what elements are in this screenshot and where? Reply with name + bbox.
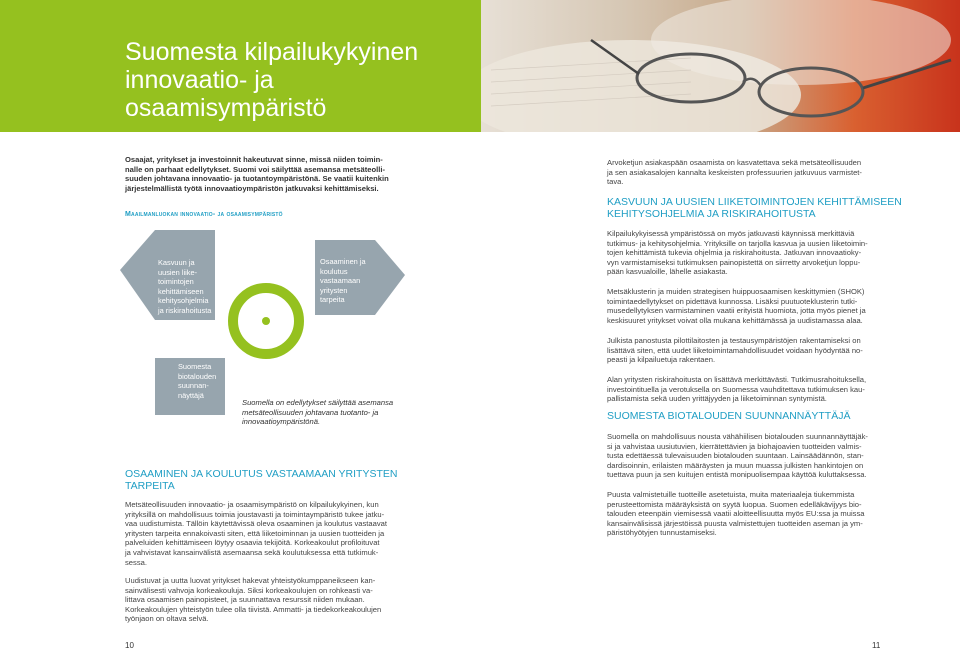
body-line: tusta edettäessä tulevaisuuden biotalouden suuntaan. Lainsäädännön, stan-: [607, 451, 864, 461]
body-line: tojen kehittämistä tukevia ohjelmia ja riskirahoitusta. Jatkuvan innovaatioky-: [607, 248, 862, 258]
body-line: Suomella on mahdollisuus nousta vähähiilisen biotalouden suunnannäyttäjäk-: [607, 432, 868, 441]
body-line: Uudistuvat ja uutta luovat yritykset hakevat yhteistyökumppaneikseen kan-: [125, 576, 376, 585]
body-line: sessa.: [125, 557, 147, 567]
arrow-line: uusien liike-: [158, 267, 198, 277]
body-line: työnjaon on oltava selvä.: [125, 614, 209, 624]
body-line: musedellytyksen varmistaminen vaatii erityistä huomiota, jotta myös pienet ja: [607, 306, 866, 316]
body-line: investointituella ja verotuksella on Suomessa vauhditettava tutkimuksen kau-: [607, 384, 865, 394]
body-line: tutkimus- ja kehitysohjelmia. Yrityksille on tarjolla kasvua ja uusien liiketoimin-: [607, 238, 868, 248]
left-intro: [125, 155, 405, 193]
body-line: perusteettomista määräyksistä on syytä luopua. Suomen edelläkävijyys bio-: [607, 499, 862, 509]
body-line: pään kasvualoille, lähelle asiakasta.: [607, 267, 728, 277]
intro-line: järjestelmällistä työtä innovaatioympäristön jatkuvaksi kehittämiseksi.: [125, 183, 379, 193]
body-line: keskisuuret yritykset voivat olla mukana kehittämässä ja uudistamassa alaa.: [607, 315, 863, 325]
hero-photo-book-glasses: [481, 0, 960, 132]
caption-line: metsäteollisuuden johtavana tuotanto- ja: [242, 407, 379, 417]
right-para-6: [607, 490, 897, 538]
body-line: sainvälisesti vahvoja korkeakouluja. Siksi korkeakoulujen on rohkeasti va-: [125, 585, 373, 595]
arrow-line: ja riskirahoitusta: [158, 305, 212, 315]
body-line: ja sen asiakasalojen kannalta keskeisten professuurien jatkuvuus varmistet-: [607, 167, 862, 177]
glasses-illustration: [481, 0, 960, 132]
body-line: tuettava puun ja sen kuitujen entistä monipuolisempaa käyttöä kuluttaksessa.: [607, 470, 867, 480]
section-heading-kasvuun: [607, 197, 907, 220]
body-line: talouden eteenpäin viemisessä vaatii aloitteellisuutta myös EU:ssa ja muissa: [607, 509, 865, 519]
body-line: Julkista panostusta pilottilaitosten ja testausympäristöjen rakentamiseksi on: [607, 336, 861, 345]
heading-line: OSAAMINEN JA KOULUTUS VASTAAMAAN YRITYSTEN: [125, 468, 398, 480]
body-line: Kilpailukykyisessä ympäristössä on myös jatkuvasti käynnissä merkittäviä: [607, 229, 855, 238]
body-line: Arvoketjun asiakaspään osaamista on kasvatettava sekä metsäteollisuuden: [607, 158, 862, 167]
right-para-2: [607, 287, 897, 325]
right-arrow-text: [320, 257, 366, 305]
title-line-2: innovaatio- ja osaamisympäristö: [125, 66, 327, 122]
intro-line: suuden johtavana innovaatio- ja tuotantoympäristönä. Se vaatii kuitenkin: [125, 174, 389, 184]
body-line: Alan yritysten riskirahoitusta on lisättävä merkittävästi. Tutkimusrahoituksella,: [607, 375, 867, 384]
body-line: tava.: [607, 177, 624, 187]
arrow-line: biotalouden: [178, 371, 217, 381]
body-line: yritysten tarpeita ennakoivasti siten, että liiketoiminnan ja uusien tuotteiden ja: [125, 528, 385, 538]
arrow-line: yritysten: [320, 285, 348, 295]
body-line: palveluiden kehittämiseen löytyy osaavia tekijöitä. Korkeakoulut profiloituvat: [125, 538, 380, 548]
title-line-1: Suomesta kilpailukykyinen: [125, 38, 419, 66]
arrow-line: vastaamaan: [320, 276, 361, 286]
arrow-line: kehittämiseen: [158, 286, 204, 296]
heading-line: KASVUUN JA UUSIEN LIIKETOIMINTOJEN KEHITTÄMISEEN: [607, 196, 902, 208]
heading-line: SUOMESTA BIOTALOUDEN SUUNNANNÄYTTÄJÄ: [607, 410, 851, 422]
body-line: päristöhyötyjen tunnustamiseksi.: [607, 528, 717, 538]
body-line: vyn varmistamiseksi tutkimuksen painopistettä on siirretty arvoketjun loppu-: [607, 257, 861, 267]
arrow-line: Suomesta: [178, 362, 212, 371]
arrow-line: suunnan-: [178, 381, 209, 391]
left-para-1: [125, 500, 415, 567]
body-line: dardisoinnin, erilaisten määräysten ja muun muassa julkisten hankintojen on: [607, 460, 864, 470]
body-line: lisättävä siten, että uudet liiketoimintamahdollisuudet voidaan hyödyntää no-: [607, 345, 863, 355]
caption-line: Suomella on edellytykset säilyttää asemansa: [242, 398, 394, 407]
left-para-2: [125, 576, 415, 624]
arrow-line: Osaaminen ja: [320, 257, 366, 266]
section-heading-biotalous: [607, 411, 907, 423]
intro-line: Osaajat, yritykset ja investoinnit hakeutuvat sinne, missä niiden toimin-: [125, 155, 383, 164]
body-line: Korkeakoulujen yhteistyön tulee olla tiivistä. Ammatti- ja tiedekorkeakoulujen: [125, 604, 382, 614]
right-para-3: [607, 336, 897, 365]
arrow-line: kehitysohjelmia: [158, 296, 209, 306]
heading-line: KEHITYSOHJELMIA JA RISKIRAHOITUSTA: [607, 207, 816, 220]
right-para-1: [607, 229, 897, 277]
body-line: kansainvälisissä järjestöissä puusta valmistettujen tuotteiden aseman ja ym-: [607, 518, 863, 528]
right-para-4: [607, 375, 897, 404]
body-line: pallistamista sekä uuden yrittäjyyden ja liiketoiminnan syntymistä.: [607, 394, 827, 404]
heading-line: TARPEITA: [125, 479, 175, 492]
body-line: si ja vahvistaa uusiutuvien, kierrätettävien ja biohajoavien tuotteiden valmis-: [607, 441, 862, 451]
diagram-caption: [242, 398, 393, 427]
body-line: toimintaedellytykset on pidettävä kunnossa. Lisäksi puutuoteklusterin tutki-: [607, 296, 858, 306]
center-dot: [262, 317, 270, 325]
left-arrow-text: [158, 258, 211, 316]
arrow-line: koulutus: [320, 266, 348, 276]
body-line: ja vahvistavat kansainvälistä asemaansa sekä koulutuksessa että tutkimuk-: [125, 547, 379, 557]
body-line: Puusta valmistetuille tuotteille asetetuista, muita materiaaleja tiukemmista: [607, 490, 855, 499]
body-line: littava osaamisen painopisteet, ja suunnattava resurssit niiden mukaan.: [125, 595, 365, 605]
bottom-arrow-text: [178, 362, 216, 400]
page-number-right: 11: [872, 641, 881, 650]
section-heading-osaaminen: [125, 469, 425, 492]
arrow-line: tarpeita: [320, 295, 345, 305]
right-para-5: [607, 432, 897, 480]
body-line: Metsäteollisuuden innovaatio- ja osaamisympäristö on kilpailukykyinen, kun: [125, 500, 379, 509]
arrow-line: Kasvuun ja: [158, 258, 195, 267]
right-para-0: [607, 158, 897, 187]
page-title: [125, 38, 475, 122]
diagram-heading: Maailmanluokan innovaatio- ja osaamisympäristö: [125, 211, 283, 218]
body-line: peasti ja kilpailuetuja rakentaen.: [607, 355, 716, 365]
intro-line: nalle on parhaat edellytykset. Suomi voi säilyttää asemansa metsäteolli-: [125, 164, 385, 174]
body-line: Metsäklusterin ja muiden strategisen huippuosaamisen keskittymien (SHOK): [607, 287, 865, 296]
body-line: vaa uudistumista. Tällöin käytettävissä oleva osaaminen ja koulutus vastaavat: [125, 519, 387, 529]
body-line: yrityksillä on mahdollisuus toimia joustavasti ja toimintaympäristö tukee jatku-: [125, 509, 385, 519]
arrow-line: näyttäjä: [178, 390, 204, 400]
caption-line: innovaatioympäristönä.: [242, 417, 321, 427]
page-number-left: 10: [125, 641, 134, 650]
arrow-line: toimintojen: [158, 277, 194, 287]
